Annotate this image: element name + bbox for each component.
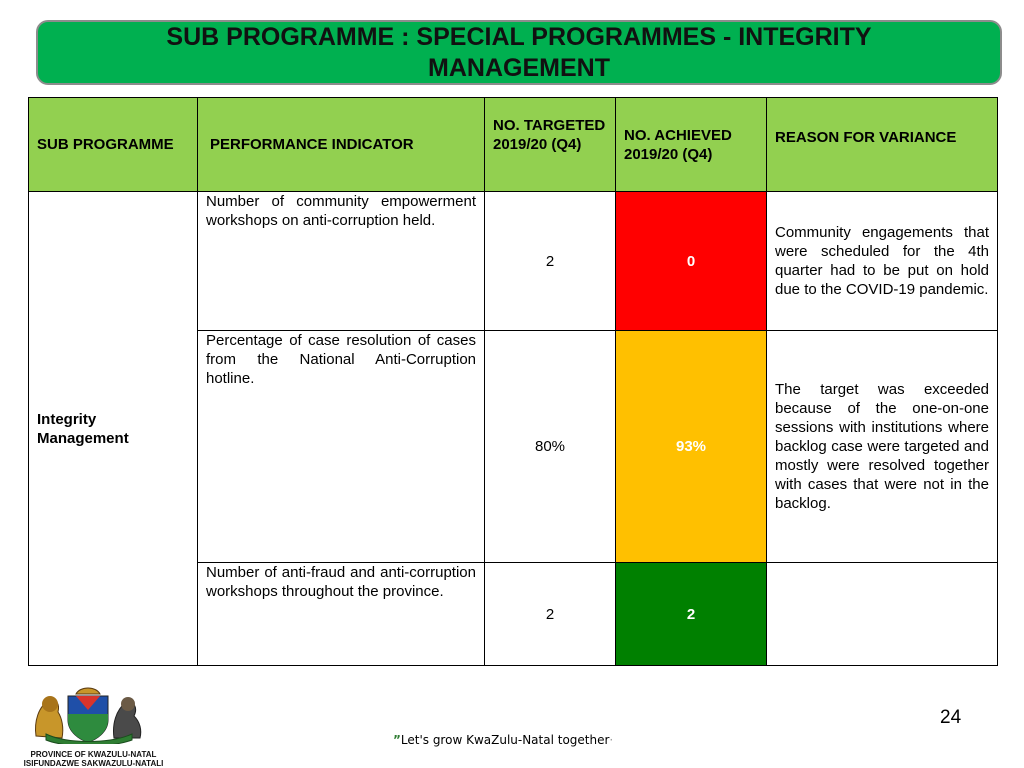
- logo-caption-line2: ISIFUNDAZWE SAKWAZULU-NATALI: [23, 759, 164, 768]
- sub-programme-cell: Integrity Management: [29, 192, 198, 666]
- achieved-cell: 93%: [616, 331, 767, 563]
- title-banner: [36, 20, 1002, 85]
- targeted-cell: 2: [485, 563, 616, 666]
- header-performance-indicator: PERFORMANCE INDICATOR: [198, 98, 485, 192]
- logo-caption-line1: PROVINCE OF KWAZULU-NATAL: [30, 750, 157, 759]
- tagline-text: Let's grow KwaZulu-Natal together: [400, 733, 610, 747]
- table-row: [29, 192, 998, 331]
- indicator-cell: Number of community empowerment workshops on anti-corruption held.: [198, 192, 485, 331]
- indicator-cell: Number of anti-fraud and anti-corruption workshops throughout the province.: [198, 563, 485, 666]
- performance-table: [28, 97, 998, 666]
- achieved-cell: 0: [616, 192, 767, 331]
- page-number: 24: [940, 707, 962, 728]
- page-title: SUB PROGRAMME : SPECIAL PROGRAMMES - INTEGRITY MANAGEMENT: [166, 22, 872, 82]
- targeted-cell: 80%: [485, 331, 616, 563]
- reason-cell: [767, 563, 998, 666]
- tagline-quote: ”: [393, 733, 401, 747]
- indicator-cell: Percentage of case resolution of cases from the National Anti-Corruption hotline.: [198, 331, 485, 563]
- header-reason-for-variance: REASON FOR VARIANCE: [767, 98, 998, 192]
- reason-cell: Community engagements that were scheduled for the 4th quarter had to be put on hold due to the COVID-19 pandemic.: [767, 192, 998, 331]
- table-header-row: [29, 98, 998, 192]
- targeted-cell: 2: [485, 192, 616, 331]
- header-sub-programme: SUB PROGRAMME: [29, 98, 198, 192]
- achieved-cell: 2: [616, 563, 767, 666]
- reason-cell: The target was exceeded because of the one-on-one sessions with institutions where backlog case were targeted and mostly were resolved together with cases that were not in the backlog.: [767, 331, 998, 563]
- header-no-achieved: NO. ACHIEVED 2019/20 (Q4): [616, 98, 767, 192]
- coat-of-arms-icon: [6, 684, 171, 744]
- header-no-targeted: NO. TARGETED 2019/20 (Q4): [485, 98, 616, 192]
- kzn-coat-of-arms-logo: [6, 684, 171, 768]
- tagline-end: ·: [609, 733, 614, 747]
- tagline: [393, 733, 613, 747]
